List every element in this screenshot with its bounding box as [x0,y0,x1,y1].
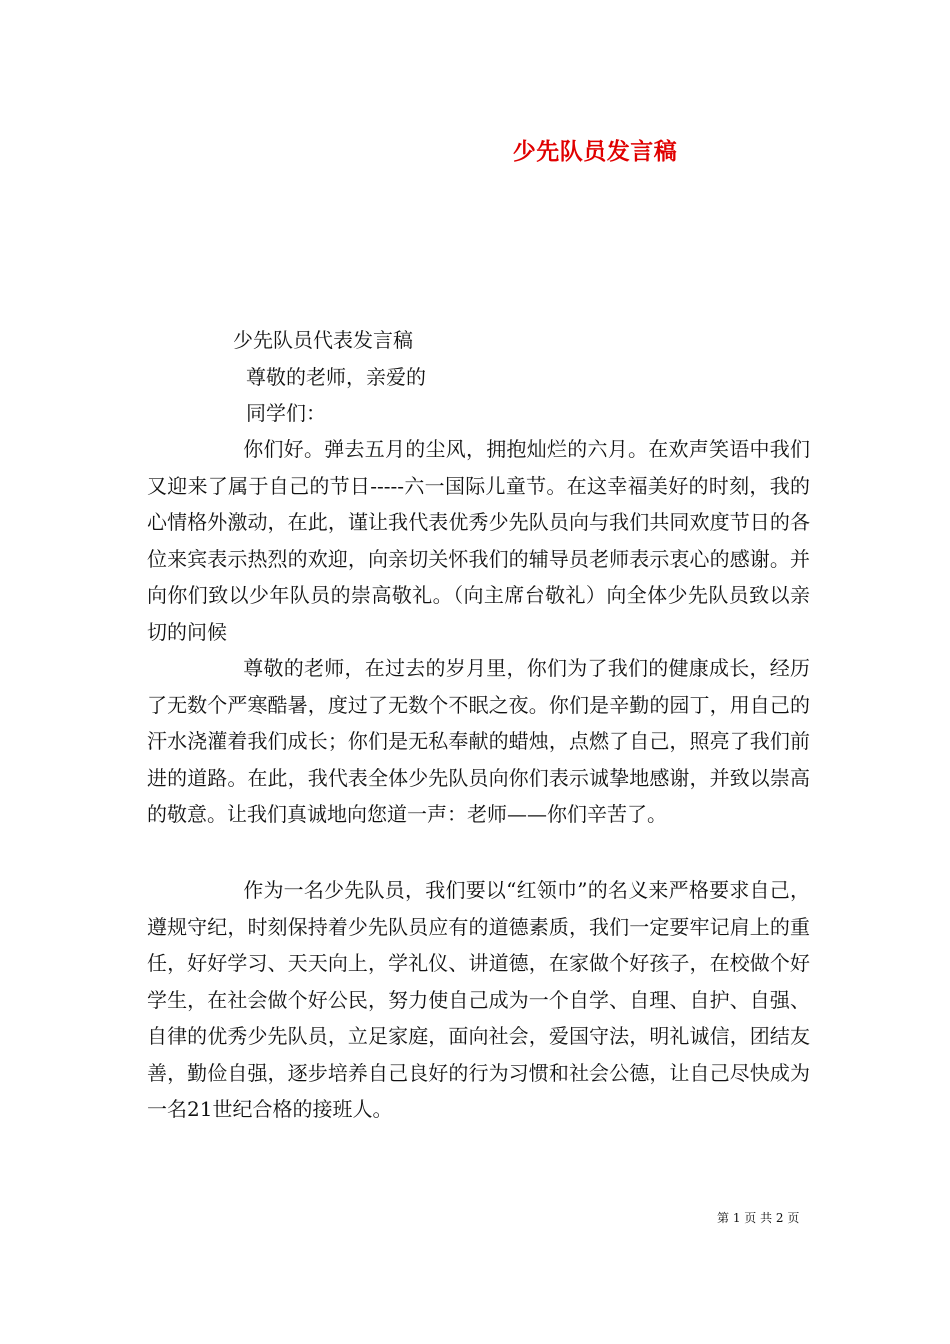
document-title: 少先队员发言稿 [512,139,678,165]
paragraph-thanks-teachers-text: 尊敬的老师，在过去的岁月里，你们为了我们的健康成长，经历了无数个严寒酷暑，度过了无数个不眠之夜。你们是辛勤的园丁，用自己的汗水浇灌着我们成长；你们是无私奉献的蜡烛，点燃了自己，照亮了我们前进的道路。在此，我代表全体少先队员向你们表示诚挚地感谢，并致以崇高的敬意。让我们真诚地向您道一声：老师——你们辛苦了。 [147,656,810,826]
paragraph-pledge-text: 作为一名少先队员，我们要以“红领巾”的名义来严格要求自己，遵规守纪，时刻保持着少先队员应有的道德素质，我们一定要牢记肩上的重任，好好学习、天天向上，学礼仪、讲道德，在家做个好孩子，在校做个好学生，在社会做个好公民，努力使自己成为一个自学、自理、自护、自强、自律的优秀少先队员，立足家庭，面向社会，爱国守法，明礼诚信，团结友善，勤俭自强，逐步培养自己良好的行为习惯和社会公德，让自己尽快成为一名21世纪合格的接班人。 [147,878,810,1121]
paragraph-pledge [147,872,810,1128]
salutation-line-1: 尊敬的老师，亲爱的 [246,365,426,389]
paragraph-thanks-teachers [147,650,810,833]
page-number-footer: 第 1 页 共 2 页 [717,1211,800,1225]
paragraph-greeting [147,431,810,650]
speech-heading: 少先队员代表发言稿 [233,328,413,352]
paragraph-greeting-text: 你们好。弹去五月的尘风，拥抱灿烂的六月。在欢声笑语中我们又迎来了属于自己的节日-----六一国际儿童节。在这幸福美好的时刻，我的心情格外激动，在此，谨让我代表优秀少先队员向与我们共同欢度节日的各位来宾表示热烈的欢迎，向亲切关怀我们的辅导员老师表示衷心的感谢。并向你们致以少年队员的崇高敬礼。（向主席台敬礼）向全体少先队员致以亲切的问候 [147,437,810,644]
salutation-line-2: 同学们： [246,401,326,425]
